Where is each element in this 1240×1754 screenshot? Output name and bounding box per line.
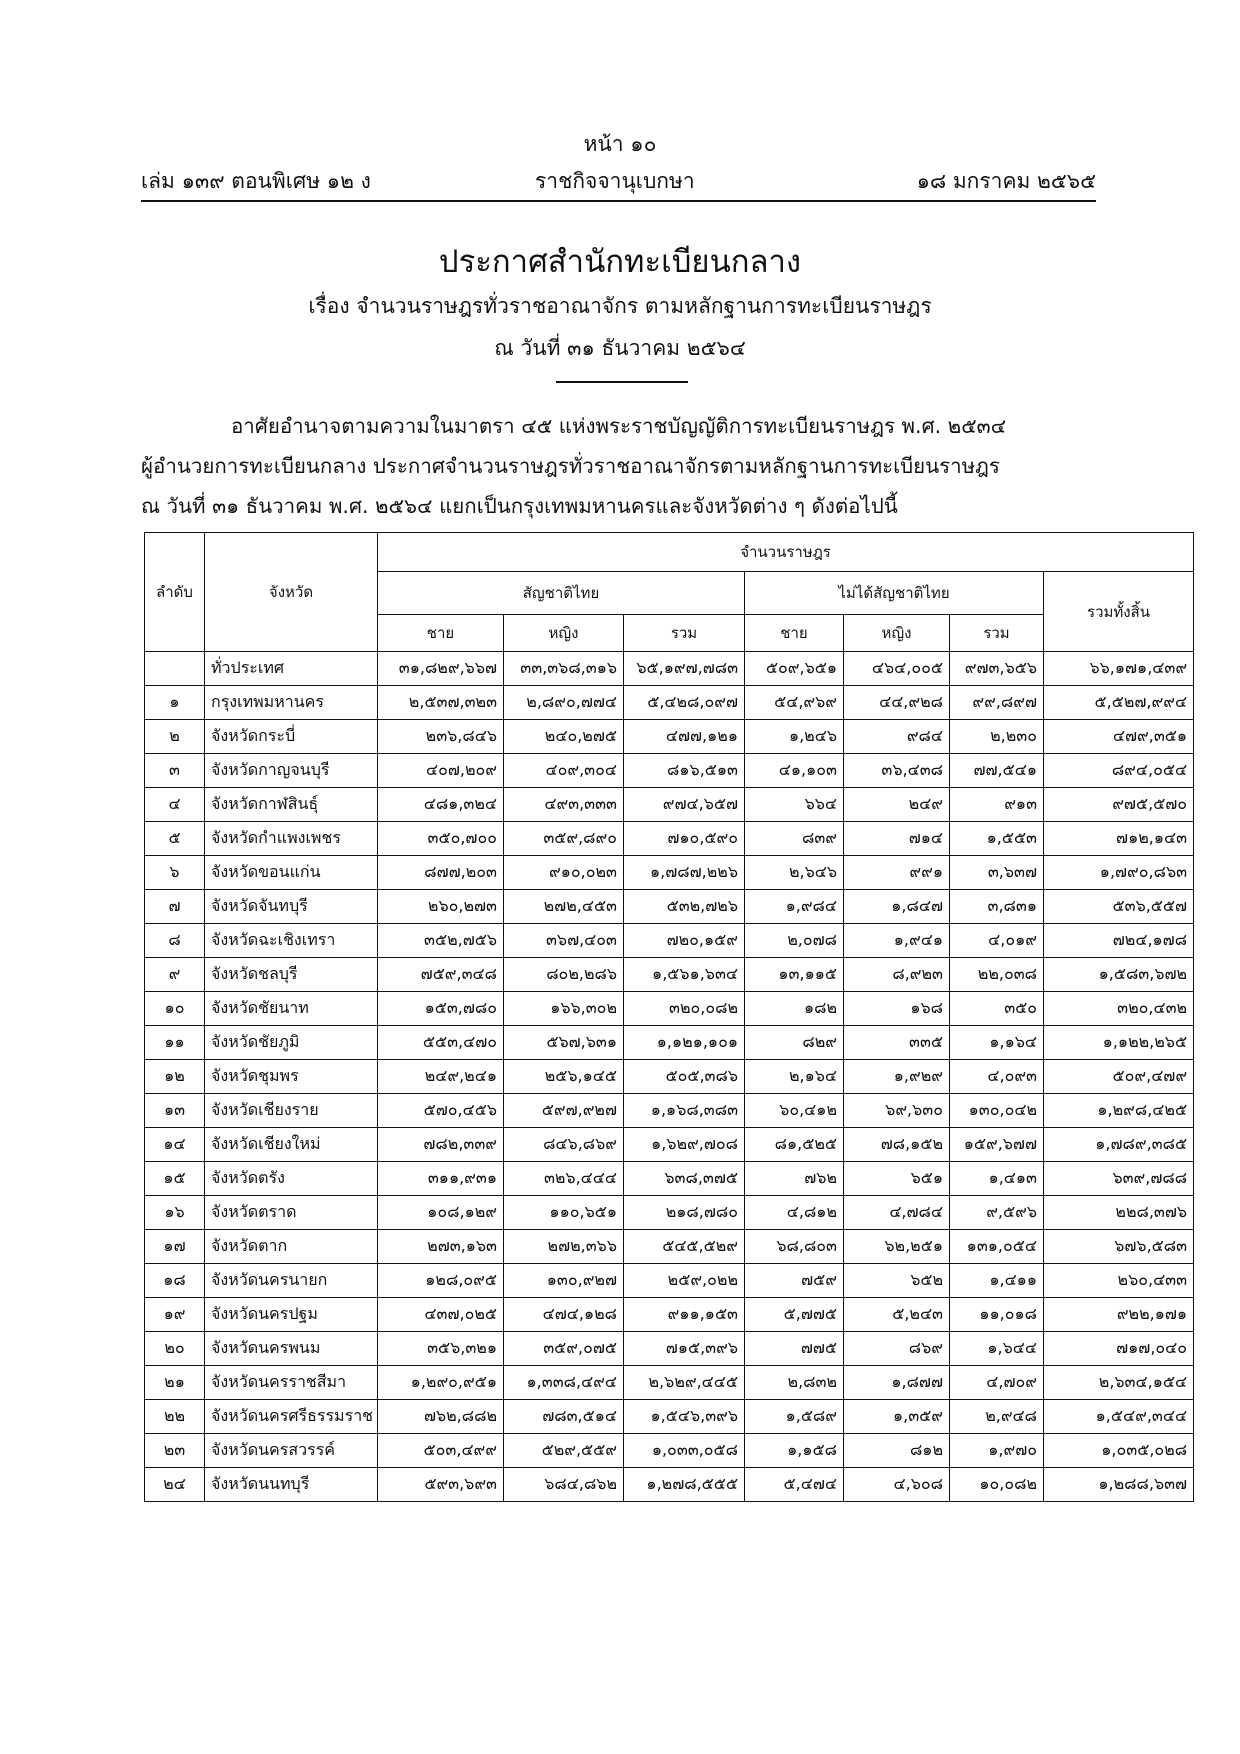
cell-thai-total: ๗๑๐,๕๙๐ (624, 822, 745, 856)
cell-nonthai-male: ๘๒๙ (745, 1026, 844, 1060)
table-row (145, 822, 1194, 856)
cell-nonthai-female: ๗๑๔ (844, 822, 950, 856)
cell-nonthai-male: ๕,๔๗๔ (745, 1468, 844, 1502)
cell-nonthai-male: ๑,๑๕๘ (745, 1434, 844, 1468)
cell-thai-female: ๒๔๐,๒๗๕ (504, 720, 624, 754)
table-row (145, 1026, 1194, 1060)
cell-nonthai-female: ๒๔๙ (844, 788, 950, 822)
cell-grand-total: ๙๗๕,๕๗๐ (1044, 788, 1194, 822)
cell-nonthai-total: ๒,๒๓๐ (950, 720, 1044, 754)
cell-province: จังหวัดเชียงราย (205, 1094, 378, 1128)
cell-nonthai-total: ๙๙,๘๙๗ (950, 686, 1044, 720)
cell-province: จังหวัดชุมพร (205, 1060, 378, 1094)
cell-nonthai-male: ๒,๘๓๒ (745, 1366, 844, 1400)
announcement-title: ประกาศสำนักทะเบียนกลาง (438, 244, 802, 280)
cell-nonthai-total: ๑๓๑,๐๕๔ (950, 1230, 1044, 1264)
cell-thai-male: ๗๕๙,๓๔๘ (378, 958, 504, 992)
cell-nonthai-total: ๔,๐๙๓ (950, 1060, 1044, 1094)
cell-nonthai-total: ๑,๕๕๓ (950, 822, 1044, 856)
cell-nonthai-male: ๗๗๕ (745, 1332, 844, 1366)
header-population: จำนวนราษฎร (378, 533, 1194, 572)
header-index: ลำดับ (145, 533, 205, 652)
cell-thai-female: ๕๙๗,๙๒๗ (504, 1094, 624, 1128)
cell-province: จังหวัดนนทบุรี (205, 1468, 378, 1502)
cell-index: ๑๐ (145, 992, 205, 1026)
cell-thai-total: ๓๒๐,๐๘๒ (624, 992, 745, 1026)
cell-nonthai-female: ๓๓๕ (844, 1026, 950, 1060)
cell-thai-male: ๒๓๖,๘๔๖ (378, 720, 504, 754)
cell-thai-female: ๓๒๖,๔๔๔ (504, 1162, 624, 1196)
cell-nonthai-male: ๕๔,๙๖๙ (745, 686, 844, 720)
table-row (145, 1332, 1194, 1366)
cell-nonthai-total: ๙๗๓,๖๕๖ (950, 652, 1044, 686)
cell-thai-male: ๑,๒๙๐,๙๕๑ (378, 1366, 504, 1400)
cell-nonthai-male: ๒,๑๖๔ (745, 1060, 844, 1094)
cell-nonthai-female: ๗๘,๑๕๒ (844, 1128, 950, 1162)
cell-nonthai-male: ๑,๒๔๖ (745, 720, 844, 754)
cell-province: จังหวัดขอนแก่น (205, 856, 378, 890)
cell-nonthai-female: ๙๙๑ (844, 856, 950, 890)
cell-thai-female: ๓๕๙,๐๗๕ (504, 1332, 624, 1366)
volume-issue: เล่ม ๑๓๙ ตอนพิเศษ ๑๒ ง (141, 169, 371, 193)
cell-thai-female: ๑๖๖,๓๐๒ (504, 992, 624, 1026)
cell-thai-male: ๓๑๑,๙๓๑ (378, 1162, 504, 1196)
cell-grand-total: ๑,๗๙๐,๘๖๓ (1044, 856, 1194, 890)
cell-nonthai-male: ๒,๐๗๘ (745, 924, 844, 958)
table-row (145, 1264, 1194, 1298)
header-nonthai-female: หญิง (844, 615, 950, 652)
cell-grand-total: ๑,๒๙๘,๔๒๕ (1044, 1094, 1194, 1128)
cell-province: จังหวัดกาฬสินธุ์ (205, 788, 378, 822)
cell-thai-total: ๕๔๕,๕๒๙ (624, 1230, 745, 1264)
cell-nonthai-male: ๔,๘๑๒ (745, 1196, 844, 1230)
cell-nonthai-total: ๑๓๐,๐๔๒ (950, 1094, 1044, 1128)
cell-province: จังหวัดนครนายก (205, 1264, 378, 1298)
cell-nonthai-male: ๑,๙๘๔ (745, 890, 844, 924)
cell-province: จังหวัดนครศรีธรรมราช (205, 1400, 378, 1434)
cell-province: จังหวัดตาก (205, 1230, 378, 1264)
cell-index: ๒๑ (145, 1366, 205, 1400)
cell-nonthai-total: ๒,๙๔๘ (950, 1400, 1044, 1434)
cell-grand-total: ๒๒๘,๓๗๖ (1044, 1196, 1194, 1230)
cell-index: ๑๘ (145, 1264, 205, 1298)
cell-nonthai-female: ๔๖๔,๐๐๕ (844, 652, 950, 686)
cell-nonthai-total: ๑,๙๗๐ (950, 1434, 1044, 1468)
cell-index: ๑๔ (145, 1128, 205, 1162)
cell-thai-male: ๒,๕๓๗,๓๒๓ (378, 686, 504, 720)
cell-thai-total: ๕,๔๒๘,๐๙๗ (624, 686, 745, 720)
cell-thai-female: ๗๘๓,๕๑๔ (504, 1400, 624, 1434)
cell-thai-male: ๑๐๘,๑๒๙ (378, 1196, 504, 1230)
cell-nonthai-male: ๖๐,๔๑๒ (745, 1094, 844, 1128)
header-thai-male: ชาย (378, 615, 504, 652)
cell-province: จังหวัดฉะเชิงเทรา (205, 924, 378, 958)
cell-index: ๒๐ (145, 1332, 205, 1366)
cell-thai-total: ๑,๑๒๑,๑๐๑ (624, 1026, 745, 1060)
cell-province: จังหวัดชัยนาท (205, 992, 378, 1026)
cell-nonthai-total: ๙๑๓ (950, 788, 1044, 822)
cell-thai-male: ๒๖๐,๒๗๓ (378, 890, 504, 924)
table-row (145, 1468, 1194, 1502)
table-row (145, 1128, 1194, 1162)
cell-nonthai-male: ๕๐๙,๖๕๑ (745, 652, 844, 686)
cell-thai-total: ๕๐๕,๓๘๖ (624, 1060, 745, 1094)
table-row (145, 1094, 1194, 1128)
cell-grand-total: ๑,๐๓๕,๐๒๘ (1044, 1434, 1194, 1468)
cell-index: ๑๗ (145, 1230, 205, 1264)
cell-nonthai-total: ๔,๐๑๙ (950, 924, 1044, 958)
cell-province: จังหวัดจันทบุรี (205, 890, 378, 924)
cell-thai-total: ๗๒๐,๑๕๙ (624, 924, 745, 958)
header-grand-total: รวมทั้งสิ้น (1044, 572, 1194, 652)
cell-index: ๒๒ (145, 1400, 205, 1434)
cell-nonthai-total: ๑๐,๐๘๒ (950, 1468, 1044, 1502)
cell-thai-male: ๕๙๓,๖๙๓ (378, 1468, 504, 1502)
cell-thai-male: ๕๕๓,๔๗๐ (378, 1026, 504, 1060)
cell-thai-male: ๕๐๓,๔๙๙ (378, 1434, 504, 1468)
cell-thai-male: ๑๕๓,๗๘๐ (378, 992, 504, 1026)
cell-thai-male: ๔๓๗,๐๒๕ (378, 1298, 504, 1332)
cell-province: จังหวัดนครปฐม (205, 1298, 378, 1332)
cell-grand-total: ๖๖,๑๗๑,๔๓๙ (1044, 652, 1194, 686)
cell-thai-female: ๑๑๐,๖๕๑ (504, 1196, 624, 1230)
cell-index: ๓ (145, 754, 205, 788)
cell-index (145, 652, 205, 686)
body-line-2: ผู้อำนวยการทะเบียนกลาง ประกาศจำนวนราษฎรทั่วราชอาณาจักรตามหลักฐานการทะเบียนราษฎร (141, 454, 1000, 478)
announcement-subject: เรื่อง จำนวนราษฎรทั่วราชอาณาจักร ตามหลักฐานการทะเบียนราษฎร (308, 294, 932, 318)
cell-nonthai-total: ๗๗,๕๔๑ (950, 754, 1044, 788)
cell-thai-female: ๑,๓๓๘,๔๙๔ (504, 1366, 624, 1400)
body-line-3: ณ วันที่ ๓๑ ธันวาคม พ.ศ. ๒๕๖๔ แยกเป็นกรุงเทพมหานครและจังหวัดต่าง ๆ ดังต่อไปนี้ (141, 494, 898, 518)
cell-nonthai-total: ๓,๘๓๑ (950, 890, 1044, 924)
cell-index: ๑๙ (145, 1298, 205, 1332)
cell-thai-female: ๔๙๓,๓๓๓ (504, 788, 624, 822)
cell-grand-total: ๕๐๙,๔๗๙ (1044, 1060, 1194, 1094)
cell-thai-total: ๑,๑๖๘,๓๘๓ (624, 1094, 745, 1128)
table-row (145, 788, 1194, 822)
header-thai-female: หญิง (504, 615, 624, 652)
cell-thai-female: ๘๔๖,๘๖๙ (504, 1128, 624, 1162)
cell-nonthai-female: ๖๒,๒๕๑ (844, 1230, 950, 1264)
cell-nonthai-female: ๑๖๘ (844, 992, 950, 1026)
body-line-1: อาศัยอำนาจตามความในมาตรา ๔๕ แห่งพระราชบัญญัติการทะเบียนราษฎร พ.ศ. ๒๕๓๔ (231, 414, 1007, 438)
cell-thai-female: ๑๓๐,๙๒๗ (504, 1264, 624, 1298)
cell-thai-male: ๒๗๓,๑๖๓ (378, 1230, 504, 1264)
cell-thai-total: ๒๕๙,๐๒๒ (624, 1264, 745, 1298)
cell-thai-female: ๓๖๗,๔๐๓ (504, 924, 624, 958)
cell-index: ๑๖ (145, 1196, 205, 1230)
cell-index: ๑๑ (145, 1026, 205, 1060)
cell-grand-total: ๑,๕๔๙,๓๔๔ (1044, 1400, 1194, 1434)
table-row (145, 1162, 1194, 1196)
table-row (145, 1230, 1194, 1264)
cell-grand-total: ๑,๒๘๘,๖๓๗ (1044, 1468, 1194, 1502)
cell-grand-total: ๙๒๒,๑๗๑ (1044, 1298, 1194, 1332)
cell-nonthai-total: ๑,๑๖๔ (950, 1026, 1044, 1060)
cell-thai-total: ๑,๕๖๑,๖๓๔ (624, 958, 745, 992)
cell-thai-male: ๗๘๒,๓๓๙ (378, 1128, 504, 1162)
cell-nonthai-female: ๙๘๔ (844, 720, 950, 754)
table-row (145, 856, 1194, 890)
cell-grand-total: ๔๗๙,๓๕๑ (1044, 720, 1194, 754)
header-province: จังหวัด (205, 533, 378, 652)
cell-province: จังหวัดนครพนม (205, 1332, 378, 1366)
gazette-name: ราชกิจจานุเบกษา (535, 169, 695, 193)
table-row (145, 686, 1194, 720)
cell-grand-total: ๗๑๒,๑๔๓ (1044, 822, 1194, 856)
cell-thai-male: ๕๗๐,๔๕๖ (378, 1094, 504, 1128)
table-row (145, 890, 1194, 924)
cell-index: ๑ (145, 686, 205, 720)
cell-province: กรุงเทพมหานคร (205, 686, 378, 720)
cell-thai-total: ๑,๕๔๖,๓๙๖ (624, 1400, 745, 1434)
cell-nonthai-male: ๔๑,๑๐๓ (745, 754, 844, 788)
cell-grand-total: ๖๗๖,๕๘๓ (1044, 1230, 1194, 1264)
cell-thai-male: ๔๘๑,๓๒๔ (378, 788, 504, 822)
cell-thai-male: ๒๔๙,๒๔๑ (378, 1060, 504, 1094)
cell-index: ๘ (145, 924, 205, 958)
cell-grand-total: ๒๖๐,๔๓๓ (1044, 1264, 1194, 1298)
cell-nonthai-total: ๑๕๙,๖๗๗ (950, 1128, 1044, 1162)
cell-thai-female: ๙๑๐,๐๒๓ (504, 856, 624, 890)
cell-nonthai-male: ๕,๗๗๕ (745, 1298, 844, 1332)
cell-thai-male: ๓๕๒,๗๕๖ (378, 924, 504, 958)
cell-nonthai-male: ๖๘,๘๐๓ (745, 1230, 844, 1264)
cell-nonthai-total: ๓๕๐ (950, 992, 1044, 1026)
page-number: หน้า ๑๐ (583, 132, 657, 156)
table-row (145, 924, 1194, 958)
cell-thai-female: ๔๗๔,๑๒๘ (504, 1298, 624, 1332)
header-nonthai-male: ชาย (745, 615, 844, 652)
cell-index: ๗ (145, 890, 205, 924)
cell-nonthai-female: ๑,๘๔๗ (844, 890, 950, 924)
cell-nonthai-male: ๗๖๒ (745, 1162, 844, 1196)
header-nonthai-total: รวม (950, 615, 1044, 652)
cell-nonthai-female: ๑,๘๗๗ (844, 1366, 950, 1400)
cell-province: จังหวัดกาญจนบุรี (205, 754, 378, 788)
header-thai: สัญชาติไทย (378, 572, 745, 615)
cell-thai-total: ๖๓๘,๓๗๕ (624, 1162, 745, 1196)
cell-grand-total: ๑,๕๘๓,๖๗๒ (1044, 958, 1194, 992)
header-non-thai: ไม่ได้สัญชาติไทย (745, 572, 1044, 615)
cell-nonthai-female: ๑,๓๕๙ (844, 1400, 950, 1434)
cell-nonthai-total: ๑,๔๑๑ (950, 1264, 1044, 1298)
announcement-date: ณ วันที่ ๓๑ ธันวาคม ๒๕๖๔ (494, 336, 746, 360)
cell-index: ๔ (145, 788, 205, 822)
cell-thai-total: ๒,๖๒๙,๔๔๕ (624, 1366, 745, 1400)
cell-index: ๙ (145, 958, 205, 992)
cell-index: ๒๓ (145, 1434, 205, 1468)
cell-grand-total: ๒,๖๓๔,๑๕๔ (1044, 1366, 1194, 1400)
cell-nonthai-female: ๓๖,๔๓๘ (844, 754, 950, 788)
cell-province: จังหวัดนครสวรรค์ (205, 1434, 378, 1468)
cell-thai-female: ๔๐๙,๓๐๔ (504, 754, 624, 788)
cell-province: จังหวัดชลบุรี (205, 958, 378, 992)
cell-thai-female: ๒๗๒,๔๕๓ (504, 890, 624, 924)
cell-thai-male: ๘๗๗,๒๐๓ (378, 856, 504, 890)
cell-grand-total: ๕๓๖,๕๕๗ (1044, 890, 1194, 924)
cell-nonthai-female: ๘๑๒ (844, 1434, 950, 1468)
cell-nonthai-total: ๔,๗๐๙ (950, 1366, 1044, 1400)
cell-thai-total: ๑,๒๗๘,๕๕๕ (624, 1468, 745, 1502)
header-thai-total: รวม (624, 615, 745, 652)
cell-thai-total: ๑,๗๘๗,๒๒๖ (624, 856, 745, 890)
cell-nonthai-total: ๑๑,๐๑๘ (950, 1298, 1044, 1332)
cell-nonthai-female: ๔,๗๘๔ (844, 1196, 950, 1230)
cell-nonthai-male: ๑๓,๑๑๕ (745, 958, 844, 992)
cell-index: ๑๕ (145, 1162, 205, 1196)
table-row (145, 1434, 1194, 1468)
cell-thai-total: ๙๗๔,๖๕๗ (624, 788, 745, 822)
cell-index: ๑๒ (145, 1060, 205, 1094)
cell-thai-male: ๓๑,๘๒๙,๖๖๗ (378, 652, 504, 686)
cell-grand-total: ๑,๗๘๙,๓๘๕ (1044, 1128, 1194, 1162)
population-table (144, 532, 1194, 1502)
cell-thai-male: ๑๒๘,๐๙๕ (378, 1264, 504, 1298)
cell-thai-female: ๒๗๒,๓๖๖ (504, 1230, 624, 1264)
cell-nonthai-male: ๘๓๙ (745, 822, 844, 856)
cell-nonthai-female: ๕,๒๔๓ (844, 1298, 950, 1332)
cell-nonthai-male: ๖๖๔ (745, 788, 844, 822)
cell-thai-female: ๕๖๗,๖๓๑ (504, 1026, 624, 1060)
cell-nonthai-female: ๔,๖๐๘ (844, 1468, 950, 1502)
cell-nonthai-total: ๙,๕๙๖ (950, 1196, 1044, 1230)
cell-index: ๑๓ (145, 1094, 205, 1128)
cell-province: จังหวัดเชียงใหม่ (205, 1128, 378, 1162)
cell-index: ๖ (145, 856, 205, 890)
cell-thai-total: ๒๑๘,๗๘๐ (624, 1196, 745, 1230)
cell-grand-total: ๘๙๔,๐๕๔ (1044, 754, 1194, 788)
cell-grand-total: ๓๒๐,๔๓๒ (1044, 992, 1194, 1026)
cell-thai-female: ๘๐๒,๒๘๖ (504, 958, 624, 992)
table-row (145, 1298, 1194, 1332)
cell-grand-total: ๗๒๔,๑๗๘ (1044, 924, 1194, 958)
cell-province: จังหวัดชัยภูมิ (205, 1026, 378, 1060)
cell-province: จังหวัดกระบี่ (205, 720, 378, 754)
cell-nonthai-total: ๒๒,๐๓๘ (950, 958, 1044, 992)
cell-province: จังหวัดตราด (205, 1196, 378, 1230)
table-row (145, 1196, 1194, 1230)
title-rule (556, 381, 688, 383)
cell-thai-total: ๔๗๗,๑๒๑ (624, 720, 745, 754)
cell-thai-total: ๘๑๖,๕๑๓ (624, 754, 745, 788)
cell-nonthai-female: ๖๙,๖๓๐ (844, 1094, 950, 1128)
cell-nonthai-female: ๑,๙๔๑ (844, 924, 950, 958)
cell-thai-total: ๖๕,๑๙๗,๗๘๓ (624, 652, 745, 686)
cell-nonthai-male: ๑๘๒ (745, 992, 844, 1026)
cell-nonthai-male: ๒,๖๔๖ (745, 856, 844, 890)
cell-nonthai-female: ๘,๙๒๓ (844, 958, 950, 992)
cell-nonthai-female: ๘๖๙ (844, 1332, 950, 1366)
cell-nonthai-female: ๔๔,๙๒๘ (844, 686, 950, 720)
cell-nonthai-male: ๘๑,๕๒๕ (745, 1128, 844, 1162)
table-row (145, 652, 1194, 686)
cell-thai-female: ๓๕๙,๘๙๐ (504, 822, 624, 856)
cell-thai-female: ๒,๘๙๐,๗๗๔ (504, 686, 624, 720)
cell-index: ๒ (145, 720, 205, 754)
cell-province: จังหวัดกำแพงเพชร (205, 822, 378, 856)
table-row (145, 1060, 1194, 1094)
cell-thai-total: ๑,๖๒๙,๗๐๘ (624, 1128, 745, 1162)
cell-grand-total: ๕,๕๒๗,๙๙๔ (1044, 686, 1194, 720)
cell-thai-total: ๕๓๒,๗๒๖ (624, 890, 745, 924)
cell-thai-female: ๕๒๙,๕๕๙ (504, 1434, 624, 1468)
table-row (145, 1366, 1194, 1400)
cell-index: ๕ (145, 822, 205, 856)
cell-grand-total: ๑,๑๒๒,๒๖๕ (1044, 1026, 1194, 1060)
cell-thai-female: ๒๕๖,๑๔๕ (504, 1060, 624, 1094)
cell-nonthai-male: ๑,๕๘๙ (745, 1400, 844, 1434)
cell-grand-total: ๗๑๗,๐๔๐ (1044, 1332, 1194, 1366)
cell-nonthai-female: ๑,๙๒๙ (844, 1060, 950, 1094)
cell-index: ๒๔ (145, 1468, 205, 1502)
cell-thai-male: ๔๐๗,๒๐๙ (378, 754, 504, 788)
cell-nonthai-total: ๑,๔๑๓ (950, 1162, 1044, 1196)
cell-thai-total: ๑,๐๓๓,๐๕๘ (624, 1434, 745, 1468)
table-row (145, 720, 1194, 754)
publication-date: ๑๘ มกราคม ๒๕๖๕ (916, 169, 1096, 193)
cell-nonthai-male: ๗๕๙ (745, 1264, 844, 1298)
cell-grand-total: ๖๓๙,๗๘๘ (1044, 1162, 1194, 1196)
cell-thai-female: ๓๓,๓๖๘,๓๑๖ (504, 652, 624, 686)
table-row (145, 1400, 1194, 1434)
cell-thai-male: ๓๕๖,๓๒๑ (378, 1332, 504, 1366)
cell-thai-total: ๗๑๕,๓๙๖ (624, 1332, 745, 1366)
cell-thai-female: ๖๘๔,๘๖๒ (504, 1468, 624, 1502)
cell-thai-male: ๓๕๐,๗๐๐ (378, 822, 504, 856)
table-row (145, 958, 1194, 992)
cell-province: ทั่วประเทศ (205, 652, 378, 686)
header-rule (141, 200, 1096, 202)
table-row (145, 992, 1194, 1026)
cell-nonthai-female: ๖๕๑ (844, 1162, 950, 1196)
cell-thai-male: ๗๖๒,๘๘๒ (378, 1400, 504, 1434)
cell-province: จังหวัดตรัง (205, 1162, 378, 1196)
cell-nonthai-total: ๓,๖๓๗ (950, 856, 1044, 890)
cell-nonthai-total: ๑,๖๔๔ (950, 1332, 1044, 1366)
cell-province: จังหวัดนครราชสีมา (205, 1366, 378, 1400)
table-row (145, 754, 1194, 788)
cell-thai-total: ๙๑๑,๑๕๓ (624, 1298, 745, 1332)
cell-nonthai-female: ๖๕๒ (844, 1264, 950, 1298)
